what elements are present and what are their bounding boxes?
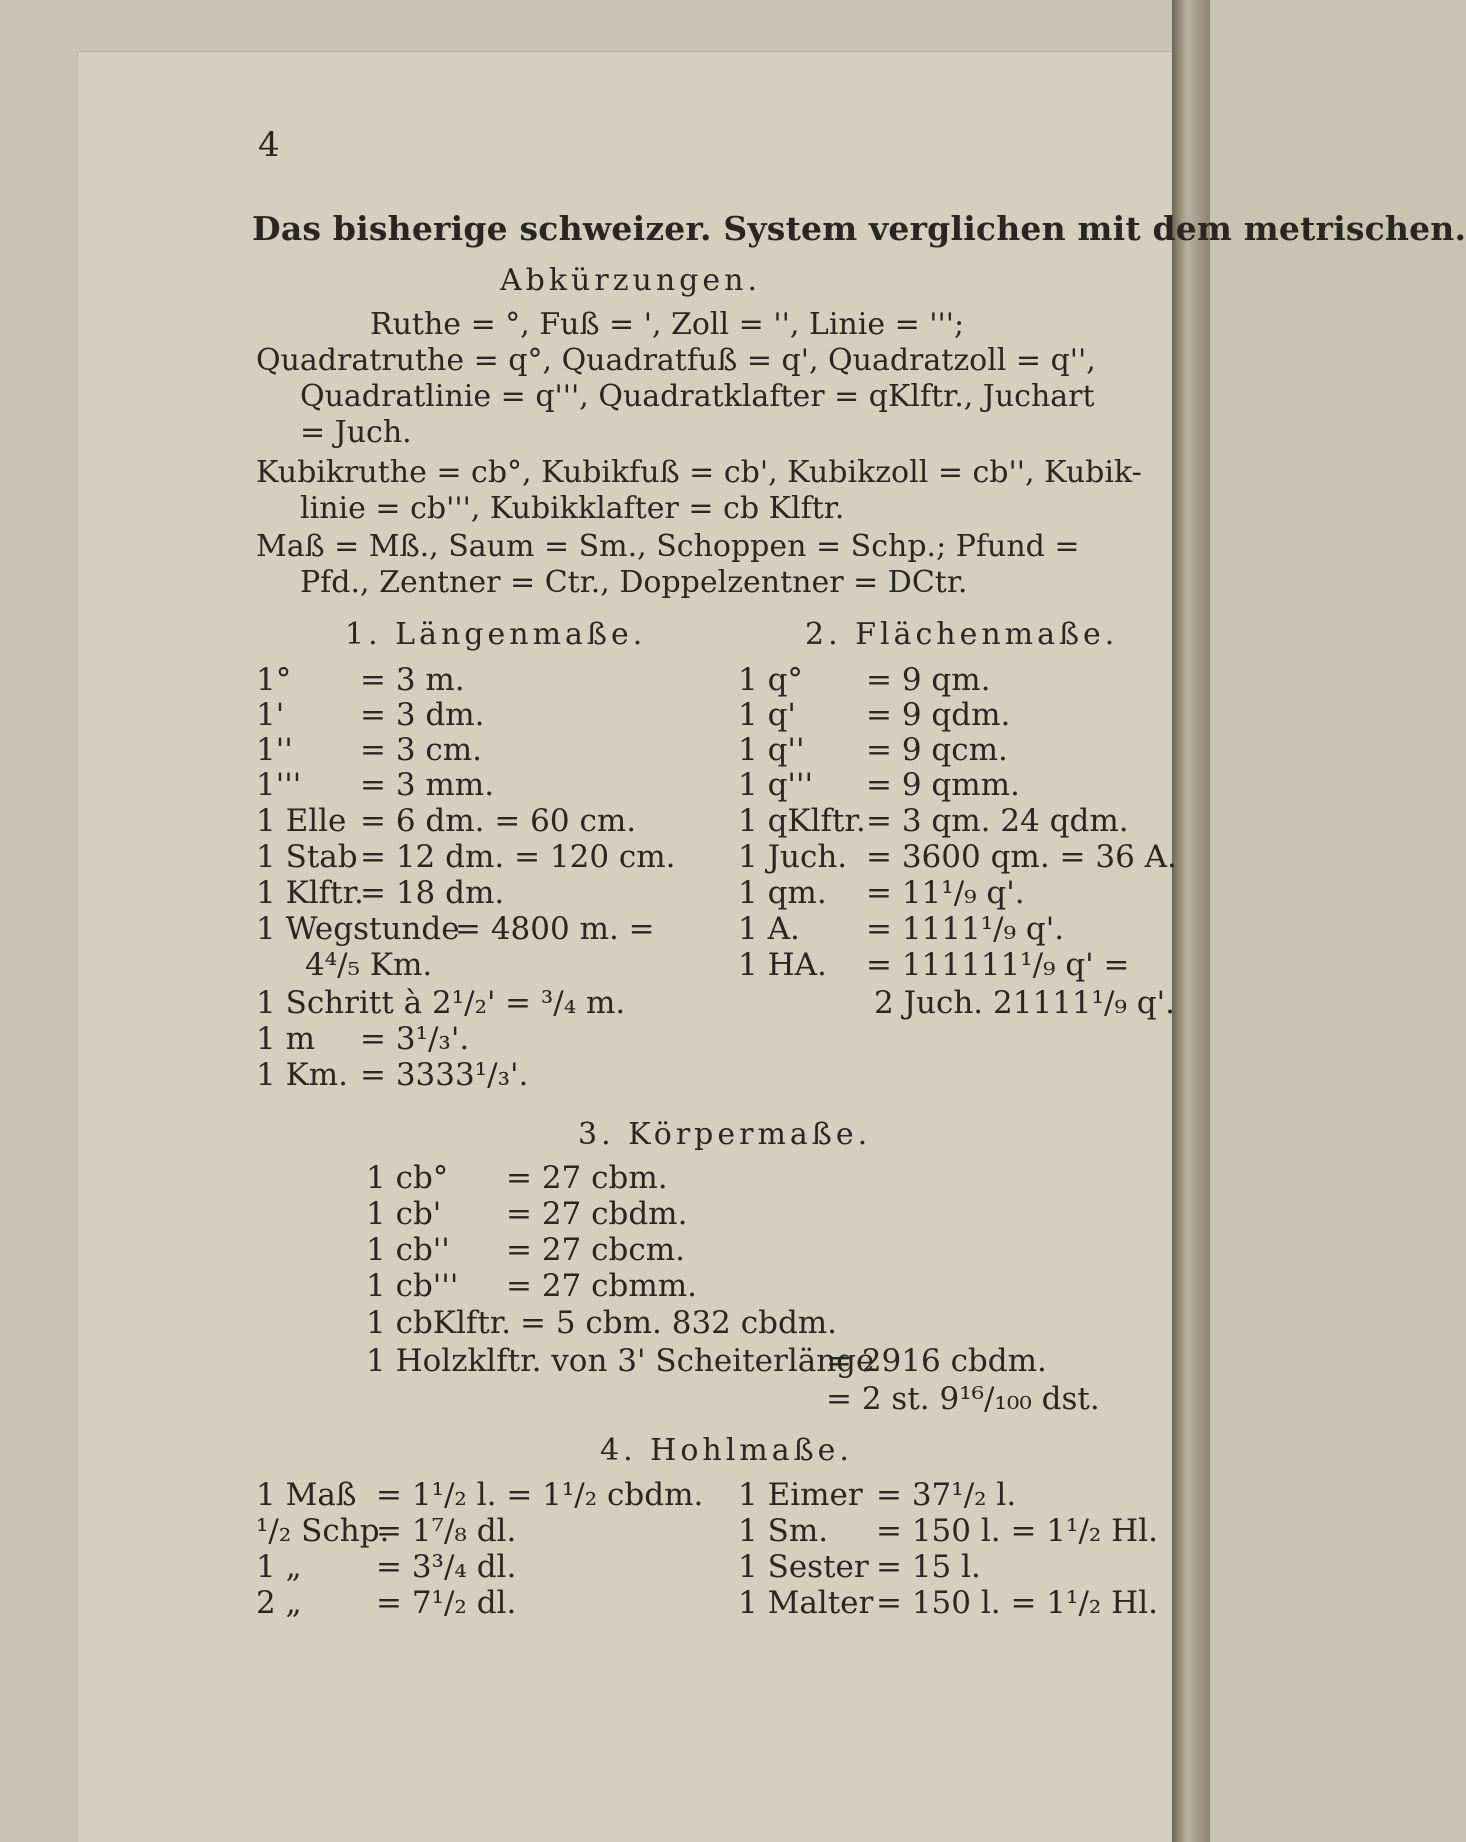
row-term: 1 cbKlftr. — [366, 1305, 512, 1341]
row-value: = 3³/₄ dl. — [376, 1549, 517, 1585]
row-value: = 3 dm. — [360, 697, 485, 733]
abbrev-line: Ruthe = °, Fuß = ', Zoll = '', Linie = '''; — [370, 307, 965, 342]
row-value: = 9 qmm. — [866, 767, 1020, 803]
row-term: 2 „ — [256, 1585, 302, 1621]
row-value: = 37¹/₂ l. — [876, 1477, 1017, 1513]
row-value: = 1111¹/₉ q'. — [866, 911, 1065, 947]
row-term: 1 Sester — [738, 1549, 869, 1585]
row-term: 1 Elle — [256, 803, 347, 839]
page-number: 4 — [258, 125, 280, 165]
row-value: = 11¹/₉ q'. — [866, 875, 1025, 911]
section-heading-flaechen: 2. Flächenmaße. — [805, 617, 1119, 652]
book-spine — [1172, 0, 1210, 1842]
row-term: 1 „ — [256, 1549, 302, 1585]
abbrev-line: Maß = Mß., Saum = Sm., Schoppen = Schp.; Pfund = — [256, 529, 1080, 564]
row-term: 1 Km. — [256, 1057, 348, 1093]
abbrev-line: Kubikruthe = cb°, Kubikfuß = cb', Kubikzoll = cb'', Kubik- — [256, 455, 1142, 490]
row-term: 1 cb''' — [366, 1268, 459, 1304]
abbrev-line: = Juch. — [300, 415, 412, 450]
row-value: 2 Juch. 21111¹/₉ q'. — [874, 985, 1175, 1021]
row-term: ¹/₂ Schp. — [256, 1513, 390, 1549]
row-term: 1'' — [256, 732, 293, 768]
abbrev-line: Quadratlinie = q''', Quadratklafter = qKlftr., Juchart — [300, 379, 1095, 414]
abbrev-line: Pfd., Zentner = Ctr., Doppelzentner = DCtr. — [300, 565, 968, 600]
row-value: = ³/₄ m. — [505, 985, 626, 1021]
row-value: = 111111¹/₉ q' = — [866, 947, 1130, 983]
row-term: 1 Malter — [738, 1585, 874, 1621]
row-value: = 27 cbcm. — [506, 1232, 685, 1268]
row-term: 1''' — [256, 767, 302, 803]
row-term: 1 qKlftr. — [738, 803, 866, 839]
row-term: 1 Schritt à 2¹/₂' — [256, 985, 496, 1021]
row-value: = 1⁷/₈ dl. — [376, 1513, 517, 1549]
row-term: 1 qm. — [738, 875, 827, 911]
abbrev-line: Quadratruthe = q°, Quadratfuß = q', Quadratzoll = q'', — [256, 343, 1096, 378]
row-value: = 3 qm. 24 qdm. — [866, 803, 1129, 839]
row-value: = 27 cbdm. — [506, 1196, 688, 1232]
row-term: 1 cb' — [366, 1196, 442, 1232]
row-term: 1 Klftr. — [256, 875, 364, 911]
row-value: = 3¹/₃'. — [360, 1021, 470, 1057]
row-term: 1 Eimer — [738, 1477, 863, 1513]
row-term: 1 q° — [738, 662, 803, 698]
row-term: 1 HA. — [738, 947, 827, 983]
row-value: = 27 cbmm. — [506, 1268, 697, 1304]
row-term: 1 A. — [738, 911, 800, 947]
row-value: = 5 cbm. 832 cbdm. — [520, 1305, 838, 1341]
row-value: = 12 dm. = 120 cm. — [360, 839, 676, 875]
row-value: = 15 l. — [876, 1549, 981, 1585]
row-term: 1 Juch. — [738, 839, 848, 875]
table-row — [256, 662, 292, 698]
row-term: 1 cb'' — [366, 1232, 450, 1268]
row-term: 1 q'' — [738, 732, 805, 768]
row-value: = 18 dm. — [360, 875, 505, 911]
row-term: 1 q''' — [738, 767, 813, 803]
page-title: Das bisherige schweizer. System verglichen mit dem metrischen. — [252, 209, 1466, 248]
row-value: = 4800 m. = — [455, 911, 655, 947]
row-term: 1 Maß — [256, 1477, 357, 1513]
row-value: = 1¹/₂ l. = 1¹/₂ cbdm. — [376, 1477, 704, 1513]
abbrev-heading: Abkürzungen. — [500, 263, 761, 298]
section-heading-hohl: 4. Hohlmaße. — [600, 1433, 853, 1468]
row-value: = 6 dm. = 60 cm. — [360, 803, 637, 839]
row-value: = 3 mm. — [360, 767, 495, 803]
row-value: = 150 l. = 1¹/₂ Hl. — [876, 1585, 1158, 1621]
row-term: 1° — [256, 662, 292, 698]
row-value: = 150 l. = 1¹/₂ Hl. — [876, 1513, 1158, 1549]
section-heading-laengen: 1. Längenmaße. — [345, 617, 647, 652]
row-value: = 9 qcm. — [866, 732, 1008, 768]
row-term: 1 cb° — [366, 1160, 449, 1196]
row-value: = 3600 qm. = 36 A. — [866, 839, 1177, 875]
row-term: 1 Sm. — [738, 1513, 829, 1549]
row-value: = 3 cm. — [360, 732, 483, 768]
abbrev-line: linie = cb''', Kubikklafter = cb Klftr. — [300, 491, 845, 526]
section-heading-koerper: 3. Körpermaße. — [578, 1117, 872, 1152]
row-value: 4⁴/₅ Km. — [305, 947, 433, 983]
row-value: = 3333¹/₃'. — [360, 1057, 529, 1093]
row-value: = 27 cbm. — [506, 1160, 668, 1196]
row-value: = 2916 cbdm. — [826, 1343, 1047, 1379]
row-value: = 7¹/₂ dl. — [376, 1585, 517, 1621]
row-value: = 9 qm. — [866, 662, 991, 698]
row-term: 1 Stab — [256, 839, 358, 875]
row-term: 1 Holzklftr. von 3' Scheiterlänge — [366, 1343, 875, 1379]
row-term: 1 Wegstunde — [256, 911, 460, 947]
row-value: = 2 st. 9¹⁶/₁₀₀ dst. — [826, 1381, 1100, 1417]
row-term: 1 q' — [738, 697, 796, 733]
row-value: = 9 qdm. — [866, 697, 1011, 733]
row-value: = 3 m. — [360, 662, 465, 698]
row-term: 1' — [256, 697, 285, 733]
row-term: 1 m — [256, 1021, 315, 1057]
